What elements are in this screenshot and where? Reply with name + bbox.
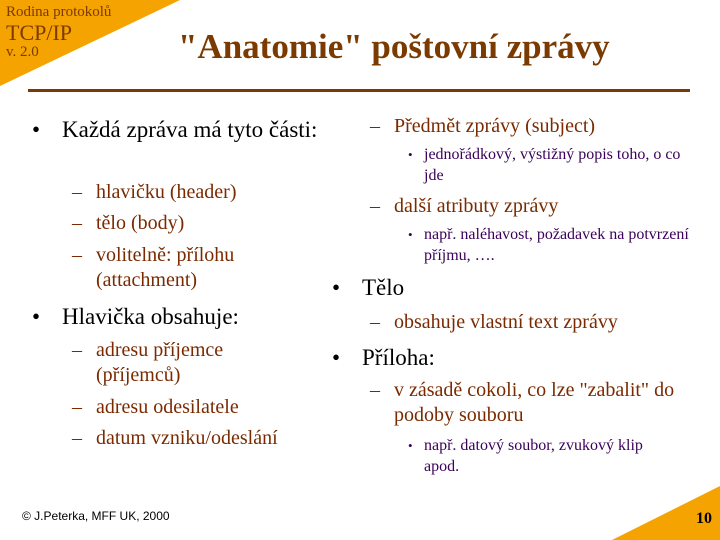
- list-item: [72, 211, 326, 236]
- list-item-text: v zásadě cokoli, co lze "zabalit" do podoby souboru: [394, 379, 675, 426]
- detail-item: [408, 435, 674, 477]
- dash-marker: –: [72, 181, 82, 203]
- bullet-text: Tělo: [362, 275, 405, 300]
- course-label: TCP/IP: [6, 20, 73, 45]
- bullet-marker: •: [32, 304, 41, 329]
- bullet-text: Každá zpráva má tyto části:: [62, 117, 318, 142]
- list-item-text: další atributy zprávy: [394, 195, 559, 217]
- list-item-text: hlavičku (header): [96, 181, 237, 203]
- detail-text: jednořádkový, výstižný popis toho, o co jde: [424, 146, 681, 184]
- list-item-text: volitelně: přílohu (attachment): [96, 244, 235, 291]
- list-item-text: datum vzniku/odeslání: [96, 427, 278, 449]
- bullet-marker: •: [408, 438, 413, 453]
- list-item: [370, 310, 704, 335]
- dash-marker: –: [370, 311, 380, 333]
- footer-copyright: © J.Peterka, MFF UK, 2000: [22, 509, 170, 523]
- bullet-body: [332, 274, 662, 302]
- dash-marker: –: [370, 195, 380, 217]
- dash-marker: –: [72, 339, 82, 361]
- bullet-text: Příloha:: [362, 345, 435, 370]
- bullet-text: Hlavička obsahuje:: [62, 304, 239, 329]
- dash-marker: –: [370, 115, 380, 137]
- bullet-attachment: [332, 344, 662, 372]
- version-label: v. 2.0: [6, 44, 39, 60]
- dash-marker: –: [72, 396, 82, 418]
- list-item: [72, 338, 286, 388]
- title-divider: [28, 89, 690, 92]
- bullet-marker: •: [32, 117, 41, 142]
- detail-item: [408, 224, 699, 266]
- list-item-text: obsahuje vlastní text zprávy: [394, 311, 618, 333]
- bullet-header: [32, 303, 332, 331]
- dash-marker: –: [370, 379, 380, 401]
- detail-text: např. naléhavost, požadavek na potvrzení příjmu, ….: [424, 226, 689, 264]
- bullet-marker: •: [332, 275, 341, 300]
- detail-item: [408, 144, 686, 186]
- list-item: [72, 243, 296, 293]
- page-number: 10: [696, 510, 712, 527]
- bullet-marker: •: [408, 227, 413, 242]
- list-item: [72, 426, 336, 451]
- list-item-text: adresu příjemce (příjemců): [96, 339, 224, 386]
- dash-marker: –: [72, 427, 82, 449]
- list-item-text: adresu odesilatele: [96, 396, 239, 418]
- list-item: [72, 180, 326, 205]
- bullet-parts: [32, 116, 332, 144]
- series-label: Rodina protokolů: [6, 4, 112, 20]
- dash-marker: –: [72, 244, 82, 266]
- bullet-marker: •: [332, 345, 341, 370]
- list-item: [72, 395, 326, 420]
- list-item-text: Předmět zprávy (subject): [394, 115, 596, 137]
- slide-title: "Anatomie" poštovní zprávy: [178, 27, 610, 66]
- bullet-marker: •: [408, 147, 413, 162]
- dash-marker: –: [72, 212, 82, 234]
- list-item-text: tělo (body): [96, 212, 185, 234]
- list-item-subject: [370, 114, 694, 139]
- list-item: [370, 378, 694, 428]
- list-item-attributes: [370, 194, 694, 219]
- detail-text: např. datový soubor, zvukový klip apod.: [424, 437, 643, 475]
